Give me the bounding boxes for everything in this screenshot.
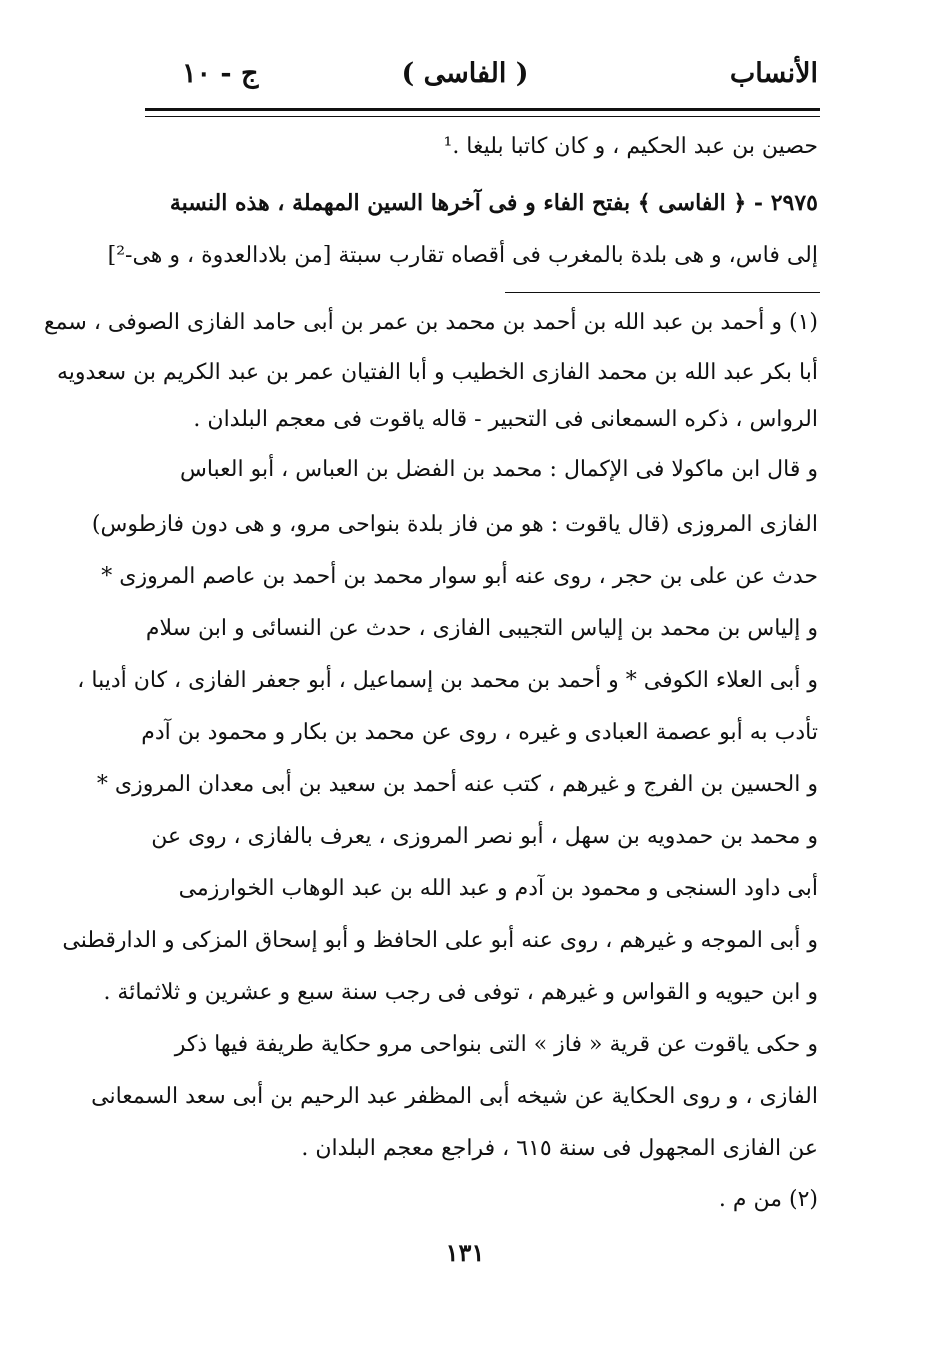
footnote-line: و إلياس بن محمد بن إلياس التجيبى الفازى ، حدث عن النسائى و ابن سلام <box>145 616 818 641</box>
footnote-line: (١) و أحمد بن عبد الله بن أحمد بن محمد بن عمر بن أبى حامد الفازى الصوفى ، سمع <box>43 310 818 335</box>
body-line: إلى فاس، و هى بلدة بالمغرب فى أقصاه تقارب سبتة [من بلادالعدوة ، و هى-²] <box>107 243 818 268</box>
running-header-volume: ج - ١٠ <box>182 58 259 89</box>
footnote-line: و الحسين بن الفرج و غيرهم ، كتب عنه أحمد بن سعيد بن أبى معدان المروزى * <box>96 772 818 797</box>
header-rule-thick <box>145 108 820 111</box>
footnote-line: أبا بكر عبد الله بن محمد الفازى الخطيب و أبا الفتيان عمر بن عبد الكريم بن سعدويه <box>56 360 818 385</box>
footnote-line: و حكى ياقوت عن قرية « فاز » التى بنواحى مرو حكاية طريفة فيها ذكر <box>174 1032 818 1057</box>
running-header-entry: ( الفاسى ) <box>401 58 529 89</box>
running-header-title: الأنساب <box>729 58 818 89</box>
footnote-line: و ابن حيويه و القواس و غيرهم ، توفى فى رجب سنة سبع و عشرين و ثلاثمائة . <box>103 980 818 1005</box>
footnote-line: و أبى الموجه و غيرهم ، روى عنه أبو على الحافظ و أبو إسحاق المزكى و الدارقطنى <box>62 928 818 953</box>
footnote-line: الفازى المروزى (قال ياقوت : هو من فاز بلدة بنواحى مرو، و هى دون فازطوس) <box>91 512 818 537</box>
footnote-line: و محمد بن حمدويه بن سهل ، أبو نصر المروزى ، يعرف بالفازى ، روى عن <box>151 824 818 849</box>
footnote-line: أبى داود السنجى و محمود بن آدم و عبد الله بن عبد الوهاب الخوارزمى <box>178 876 818 901</box>
footnote-line: الرواس ، ذكره السمعانى فى التحبير - قاله ياقوت فى معجم البلدان . <box>193 407 818 432</box>
footnote-line: حدث عن على بن حجر ، روى عنه أبو سوار محمد بن أحمد بن عاصم المروزى * <box>101 564 818 589</box>
footnote-line: الفازى ، و روى الحكاية عن شيخه أبى المظفر عبد الرحيم بن أبى سعد السمعانى <box>91 1084 818 1109</box>
header-rule-thin <box>145 116 820 117</box>
body-line: حصين بن عبد الحكيم ، و كان كاتبا بليغا .¹ <box>443 134 818 159</box>
page-number: ١٣١ <box>445 1238 485 1267</box>
body-line: ٢٩٧٥ - ﴿ الفاسى ﴾ بفتح الفاء و فى آخرها السين المهملة ، هذه النسبة <box>169 190 818 216</box>
footnote-line: (٢) من م . <box>718 1187 818 1212</box>
footnote-separator <box>505 292 820 293</box>
footnote-line: تأدب به أبو عصمة العبادى و غيره ، روى عن محمد بن بكار و محمود بن آدم <box>141 720 818 745</box>
footnote-line: و قال ابن ماكولا فى الإكمال : محمد بن الفضل بن العباس ، أبو العباس <box>179 457 818 482</box>
footnote-line: و أبى العلاء الكوفى * و أحمد بن محمد بن إسماعيل ، أبو جعفر الفازى ، كان أديبا ، <box>77 668 818 693</box>
footnote-line: عن الفازى المجهول فى سنة ٦١٥ ، فراجع معجم البلدان . <box>301 1136 818 1161</box>
